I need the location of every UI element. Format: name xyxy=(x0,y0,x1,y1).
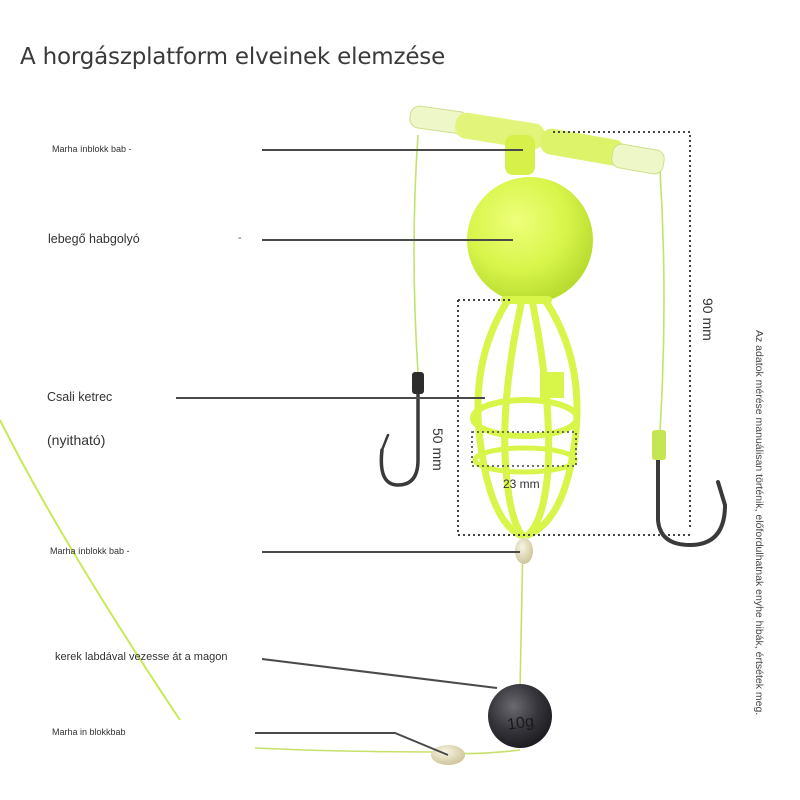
cage-latch xyxy=(540,372,564,398)
main-line xyxy=(255,540,523,754)
leader-lines xyxy=(176,150,523,755)
bait-cage xyxy=(473,300,577,535)
label-sinker-note: kerek labdával vezesse át a magon xyxy=(55,651,228,663)
label-cage: Csali ketrec xyxy=(47,390,113,404)
label-bead-top: Marha ínblokk bab - xyxy=(52,144,132,154)
dimension-label-90: 90 mm xyxy=(700,298,716,341)
label-bead-bottom: Marha in blokkbab xyxy=(52,727,126,737)
right-hook-knot xyxy=(652,430,666,460)
t-bar xyxy=(409,105,666,175)
dimension-label-50: 50 mm xyxy=(430,428,446,471)
page-title: A horgászplatform elveinek elemzése xyxy=(20,44,446,70)
sinker-label: 10g xyxy=(506,713,535,734)
right-hook xyxy=(658,460,725,545)
label-foam-ball: lebegő habgolyó xyxy=(48,232,140,246)
background-line xyxy=(0,420,180,720)
right-leader-line xyxy=(660,170,664,430)
dimension-label-23: 23 mm xyxy=(503,477,540,491)
label-bead-mid: Marha ínblokk bab - xyxy=(50,546,130,556)
label-foam-dash: - xyxy=(238,232,242,244)
side-note: Az adatok mérése manuálisan történik, előfordulhatnak enyhe hibák, értsétek meg. xyxy=(753,330,765,716)
left-leader-line xyxy=(414,135,418,372)
label-cage-note: (nyitható) xyxy=(47,432,106,448)
left-hook-knot xyxy=(412,372,424,394)
